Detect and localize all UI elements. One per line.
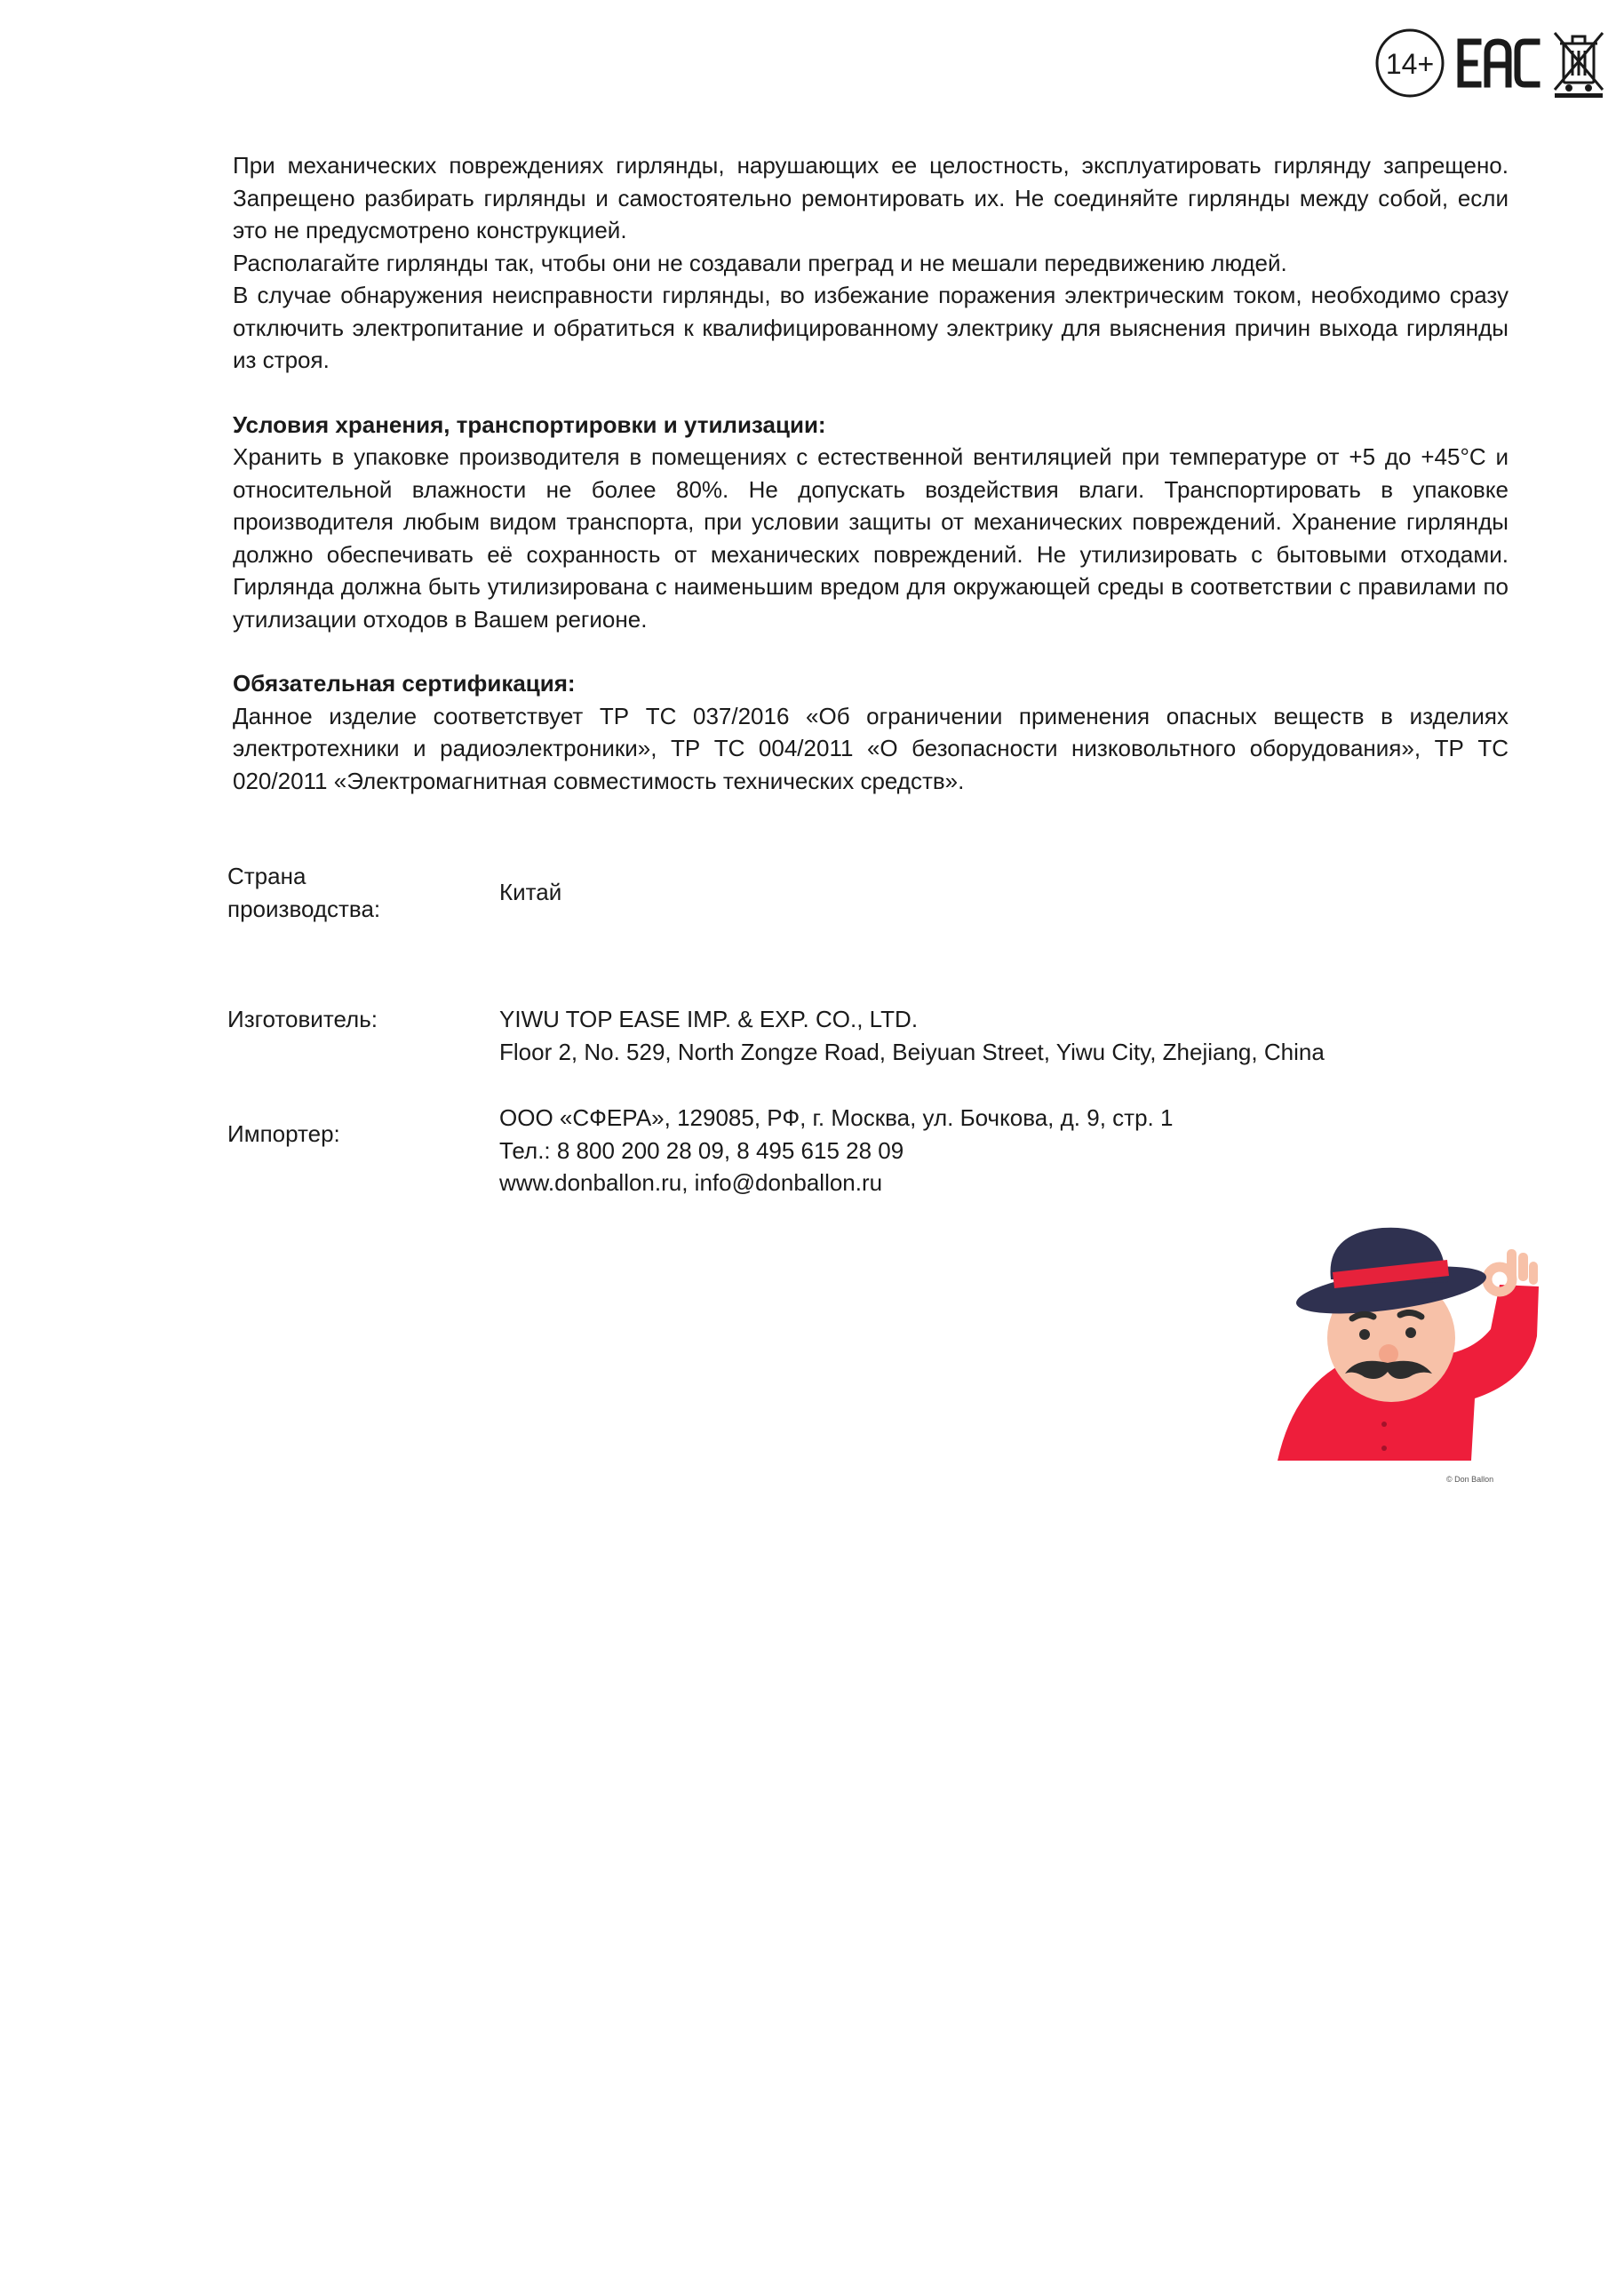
certification-heading: Обязательная сертификация: bbox=[233, 670, 576, 697]
certification-paragraph: Данное изделие соответствует ТР ТС 037/2016 «Об ограничении применения опасных веществ в изделиях электротехники и радиоэлектроники», ТР ТС 004/2011 «О безопасности низковольтного оборудования», ТР ТС 020/2011 «Электромагнитная совместимость технических средств». bbox=[233, 702, 1509, 794]
document-body bbox=[233, 149, 1509, 797]
age-rating-text: 14+ bbox=[1385, 48, 1435, 80]
storage-heading: Условия хранения, транспортировки и утилизации: bbox=[233, 410, 826, 438]
importer-value bbox=[499, 1102, 1477, 1199]
warning-paragraph-placement: Располагайте гирлянды так, чтобы они не создавали преград и не мешали передвижению людей. bbox=[233, 249, 1287, 276]
storage-paragraph: Хранить в упаковке производителя в помещениях с естественной вентиляцией при температуре от +5 до +45°С и относительной влажности не более 80%. Не допускать воздействия влаги. Транспортировать в упаковке производителя любым видом транспорта, при условии защиты от механических повреждений. Хранение гирлянды должно обеспечивать её сохранность от механических повреждений. Не утилизировать с бытовыми отходами. Гирлянда должна быть утилизирована с наименьшим вредом для окружающей среды в соответствии с правилами по утилизации отходов в Вашем регионе. bbox=[233, 443, 1509, 633]
importer-phone: Тел.: 8 800 200 28 09, 8 495 615 28 09 bbox=[499, 1136, 904, 1164]
importer-label: Импортер: bbox=[227, 1120, 340, 1147]
eac-mark-icon bbox=[1455, 36, 1542, 90]
manufacturer-label: Изготовитель: bbox=[227, 1006, 378, 1032]
age-rating-icon bbox=[1373, 27, 1446, 100]
manufacturer-address: Floor 2, No. 529, North Zongze Road, Beiyuan Street, Yiwu City, Zhejiang, China bbox=[499, 1038, 1325, 1065]
country-label: Страна производства: bbox=[227, 863, 381, 922]
compliance-marks bbox=[1373, 27, 1606, 100]
crossed-bin-icon bbox=[1551, 28, 1606, 99]
mascot-copyright: © Don Ballon bbox=[1446, 1475, 1494, 1484]
warning-paragraph-damage: При механических повреждениях гирлянды, нарушающих ее целостность, эксплуатировать гирлянду запрещено. Запрещено разбирать гирлянды и самостоятельно ремонтировать их. Не соединяйте гирлянды между собой, если это не предусмотрено конструкцией. bbox=[233, 152, 1509, 243]
importer-web: www.donballon.ru, info@donballon.ru bbox=[499, 1169, 883, 1196]
importer-name: ООО «СФЕРА», 129085, РФ, г. Москва, ул. Бочкова, д. 9, стр. 1 bbox=[499, 1104, 1174, 1131]
mascot-icon bbox=[1270, 1224, 1546, 1484]
country-value: Китай bbox=[499, 879, 562, 905]
manufacturer-name: YIWU TOP EASE IMP. & EXP. CO., LTD. bbox=[499, 1006, 919, 1032]
warning-paragraph-malfunction: В случае обнаружения неисправности гирлянды, во избежание поражения электрическим током, необходимо сразу отключить электропитание и обратиться к квалифицированному электрику для выяснения причин выхода гирлянды из строя. bbox=[233, 282, 1509, 373]
manufacturer-value bbox=[499, 1003, 1477, 1068]
